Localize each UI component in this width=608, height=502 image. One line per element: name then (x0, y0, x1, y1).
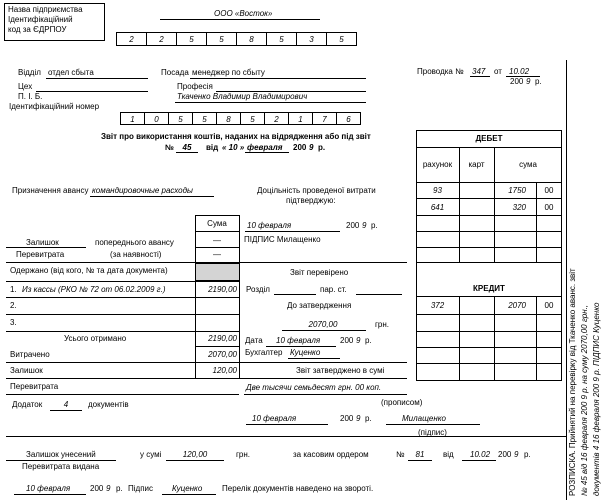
ident-digit-2: 0 (144, 112, 169, 125)
report-month: февраля (247, 143, 283, 152)
balance2-label: Залишок (10, 366, 43, 375)
row-1-value: Из кассы (РКО № 72 от 06.02.2009 г.) (22, 285, 166, 294)
edrpou-digit-5: 8 (236, 32, 267, 46)
position-line (190, 78, 366, 79)
sum-header-bottom (195, 231, 239, 232)
edrpou-digit-8: 5 (326, 32, 357, 46)
overspend2-line (6, 394, 239, 395)
ident-digit-1: 1 (120, 112, 145, 125)
debit-row-line-1 (416, 198, 562, 199)
ident-digit-5: 8 (216, 112, 241, 125)
credit-row-line-1 (416, 314, 562, 315)
ident-digit-4: 5 (192, 112, 217, 125)
position-label: Посада (161, 68, 189, 77)
ident-digit-6: 5 (240, 112, 265, 125)
ident-label: Ідентифікаційний (8, 15, 73, 24)
bottom-in-sum: у сумі (140, 450, 162, 459)
row-1-sum: 2190,00 (208, 285, 237, 294)
approval-year-end: р. (371, 221, 378, 230)
accountant-label: Бухгалтер (245, 348, 283, 357)
cash-order-date: 10.02 (470, 450, 491, 459)
debit-bottom-line (416, 262, 562, 263)
total-line (195, 346, 239, 347)
report-year-suffix: 9 (309, 143, 314, 152)
shop-label: Цех (18, 82, 33, 91)
par-line (356, 294, 402, 295)
report-number-line (176, 152, 198, 153)
check-date-label: Дата (245, 336, 263, 345)
bottom-year-suffix: 9 (106, 484, 111, 493)
sign-date: 10 февраля (252, 414, 297, 423)
col-account: рахунок (422, 160, 453, 169)
receipt-line-3: документів 4 16 февраля 200 9 р. ПІДПИС Куценко (592, 302, 601, 496)
debit-row-line-2 (416, 215, 562, 216)
approval-date: 10 февраля (247, 221, 292, 230)
org-label: Назва підприємства (8, 5, 83, 14)
edrpou-digit-7: 3 (296, 32, 327, 46)
spent-sum: 2070,00 (208, 350, 237, 359)
sign-year-end: р. (365, 414, 372, 423)
overspend-label: Перевитрата (16, 250, 65, 259)
debit-row-line-3 (416, 231, 562, 232)
attached-line (50, 410, 82, 411)
sign-year-prefix: 200 (340, 414, 354, 423)
approve-amount-line (282, 330, 366, 331)
credit-col-1 (459, 296, 460, 381)
approval-sep-1 (239, 262, 407, 263)
name-line (175, 102, 366, 103)
posting-year-end: р. (535, 77, 542, 86)
bottom-date: 10 февраля (26, 484, 71, 493)
attached-count: 4 (63, 400, 69, 409)
row-3-label: 3. (10, 318, 17, 327)
ident-digit-7: 2 (264, 112, 289, 125)
bottom-signer: Куценко (172, 484, 203, 493)
ident-digit-10: 6 (336, 112, 361, 125)
report-no-label: № (165, 143, 174, 152)
approve-amount: 2070,00 (308, 320, 338, 329)
sum-header: Сума (207, 219, 227, 228)
bottom-date-line (14, 494, 86, 495)
credit-row-line-2 (416, 331, 562, 332)
ident-digit-8: 1 (288, 112, 313, 125)
edrpou-digit-2: 2 (146, 32, 177, 46)
ident-digit-9: 7 (312, 112, 337, 125)
credit-row-line-4 (416, 363, 562, 364)
cash-order-label: за касовим ордером (293, 450, 369, 459)
purpose-line (90, 196, 214, 197)
posting-year-suffix: 9 (526, 77, 531, 86)
edrpou-digit-3: 5 (176, 32, 207, 46)
ident-number-label: Ідентифікаційний номер (9, 102, 100, 111)
bottom-balance-label: Залишок унесений (26, 450, 96, 459)
accountant-value: Куценко (290, 348, 321, 357)
received-gray-cell (195, 263, 240, 281)
attached-label: Додаток (12, 400, 43, 409)
report-number: 45 (182, 143, 192, 152)
col-card: карт (468, 160, 485, 169)
accountant-line (288, 358, 340, 359)
check-date: 10 февраля (276, 336, 321, 345)
row-2-line (6, 314, 239, 315)
par-label: пар. ст. (320, 285, 347, 294)
debit-row-1-account: 93 (433, 186, 442, 195)
approve-uah: грн. (375, 320, 390, 329)
documents-label: документів (88, 400, 129, 409)
report-month-line (245, 152, 289, 153)
bottom-year-prefix: 200 (90, 484, 104, 493)
check-year-suffix: 9 (356, 336, 361, 345)
check-year-end: р. (365, 336, 372, 345)
edrpou-digit-4: 5 (206, 32, 237, 46)
bottom-amount: 120,00 (182, 450, 208, 459)
signer: Милащенко (402, 414, 446, 423)
credit-title-line (416, 296, 562, 297)
position-value: менеджер по сбыту (192, 68, 265, 77)
bottom-list-note: Перелік документів наведено на звороті. (222, 484, 374, 493)
debit-row-1-sum: 1750 (508, 186, 526, 195)
total-received-sum: 2190,00 (208, 334, 237, 343)
debit-title-line (416, 147, 562, 148)
spent-label: Витрачено (10, 350, 50, 359)
receipt-line-2: № 45 від 16 февраля 200 9 р. на суму 2070,00 грн., (580, 304, 589, 496)
report-from: від (206, 143, 219, 152)
approval-sep-2 (239, 362, 407, 363)
report-day: « 10 » (222, 143, 245, 152)
row-1-label: 1. (10, 285, 17, 294)
credit-row-line-3 (416, 347, 562, 348)
name-value: Ткаченко Владимир Владимирович (177, 92, 308, 101)
cash-order-number: 81 (415, 450, 425, 459)
bottom-signer-line (162, 494, 216, 495)
signature-label: (підпис) (418, 428, 447, 437)
approval-year-prefix: 200 (346, 221, 360, 230)
section-line (274, 294, 316, 295)
in-words-label: (прописом) (381, 398, 423, 407)
posting-number: 347 (472, 67, 486, 76)
sign-year-suffix: 9 (356, 414, 361, 423)
received-line (6, 281, 239, 282)
dept-line (46, 78, 148, 79)
row-3-line (6, 331, 239, 332)
received-label: Одержано (від кого, № та дата документа) (10, 266, 168, 275)
credit-title: КРЕДИТ (473, 284, 505, 293)
debit-row-2-sum: 320 (512, 203, 526, 212)
cash-order-no: № (396, 450, 405, 459)
approval-signature: ПІДПИС Милащенко (244, 235, 321, 244)
dash-1: — (213, 236, 221, 245)
posting-number-line (470, 76, 490, 77)
cash-order-from: від (443, 450, 454, 459)
balance-line (6, 247, 86, 248)
debit-row-2-account: 641 (430, 203, 445, 212)
debit-row-line-4 (416, 247, 562, 248)
posting-label: Проводка № (417, 67, 464, 76)
row-1-line (6, 297, 239, 298)
total-received-label: Усього отримано (64, 334, 127, 343)
bottom-overspend-label: Перевитрата видана (22, 462, 100, 471)
section-label: Розділ (246, 285, 270, 294)
report-year-end: р. (318, 143, 326, 152)
checked-label: Звіт перевірено (290, 268, 349, 277)
edrpou-digit-6: 5 (266, 32, 297, 46)
check-year-prefix: 200 (340, 336, 354, 345)
cash-order-year-prefix: 200 (498, 450, 512, 459)
debit-title: ДЕБЕТ (475, 134, 503, 143)
credit-row-1-sum: 2070 (508, 301, 526, 310)
posting-year-prefix: 200 (510, 77, 524, 86)
edrpou-label: код за ЄДРПОУ (8, 25, 67, 34)
dept-label: Відділ (18, 68, 41, 77)
posting-date: 10.02 (509, 67, 530, 76)
if-any-label: (за наявності) (110, 250, 162, 259)
balance-label: Залишок (26, 238, 59, 247)
receipt-line-1: РОЗПИСКА. Прийнятий на перевірку від Ткаченко аванс. звіт (568, 268, 577, 496)
ident-digit-3: 5 (168, 112, 193, 125)
shop-line (36, 91, 148, 92)
to-approve-label: До затвердження (287, 301, 352, 310)
approval-year-suffix: 9 (362, 221, 367, 230)
expediency-label-2: підтверджую: (286, 196, 336, 205)
balance2-line (6, 378, 407, 379)
bottom-balance-line (6, 460, 116, 461)
sum-col-right (239, 215, 240, 378)
approval-date-line (245, 231, 340, 232)
amount-words-line (244, 394, 407, 395)
expediency-label-1: Доцільність проведеної витрати (257, 186, 376, 195)
spent-line (6, 362, 239, 363)
overspend2-label: Перевитрата (10, 382, 59, 391)
org-name-line (160, 19, 320, 20)
col-sum: сума (519, 160, 537, 169)
receipt-cut-line (566, 60, 567, 500)
posting-from: от (494, 67, 502, 76)
credit-row-1-kop: 00 (544, 301, 554, 310)
dept-value: отдел сбыта (48, 68, 94, 77)
amount-words: Две тысячи семьдесят грн. 00 коп. (246, 383, 382, 392)
edrpou-digit-1: 2 (116, 32, 147, 46)
profession-label: Професія (177, 82, 213, 91)
check-date-line (266, 346, 336, 347)
bottom-signature-label: Підпис (128, 484, 153, 493)
bottom-uah: грн. (236, 450, 251, 459)
dash-2: — (213, 250, 221, 259)
previous-advance-label: попереднього авансу (95, 238, 174, 247)
cash-order-number-line (408, 460, 432, 461)
report-title: Звіт про використання коштів, наданих на відрядження або під звіт (101, 132, 371, 141)
bottom-amount-line (166, 460, 224, 461)
sign-date-line (246, 424, 328, 425)
debit-row-1-kop: 00 (544, 186, 554, 195)
sum-row-line-1 (195, 247, 239, 248)
sum-header-top (195, 215, 239, 216)
bottom-year-end: р. (116, 484, 123, 493)
debit-row-2-kop: 00 (544, 203, 554, 212)
org-name: ООО «Восток» (214, 9, 273, 18)
report-year-prefix: 200 (293, 143, 307, 152)
credit-row-1-account: 372 (430, 301, 445, 310)
debit-header-line (416, 182, 562, 183)
balance2-sum: 120,00 (212, 366, 237, 375)
bottom-sep (6, 436, 566, 437)
cash-order-year-end: р. (524, 450, 531, 459)
cash-order-date-line (462, 460, 496, 461)
approved-sum-label: Звіт затверджено в сумі (296, 366, 385, 375)
cash-order-year-suffix: 9 (514, 450, 519, 459)
purpose-label: Призначення авансу (12, 186, 89, 195)
signer-line (386, 424, 480, 425)
name-label: П. І. Б. (18, 92, 43, 101)
row-2-label: 2. (10, 301, 17, 310)
purpose-value: командировочные расходы (92, 186, 193, 195)
